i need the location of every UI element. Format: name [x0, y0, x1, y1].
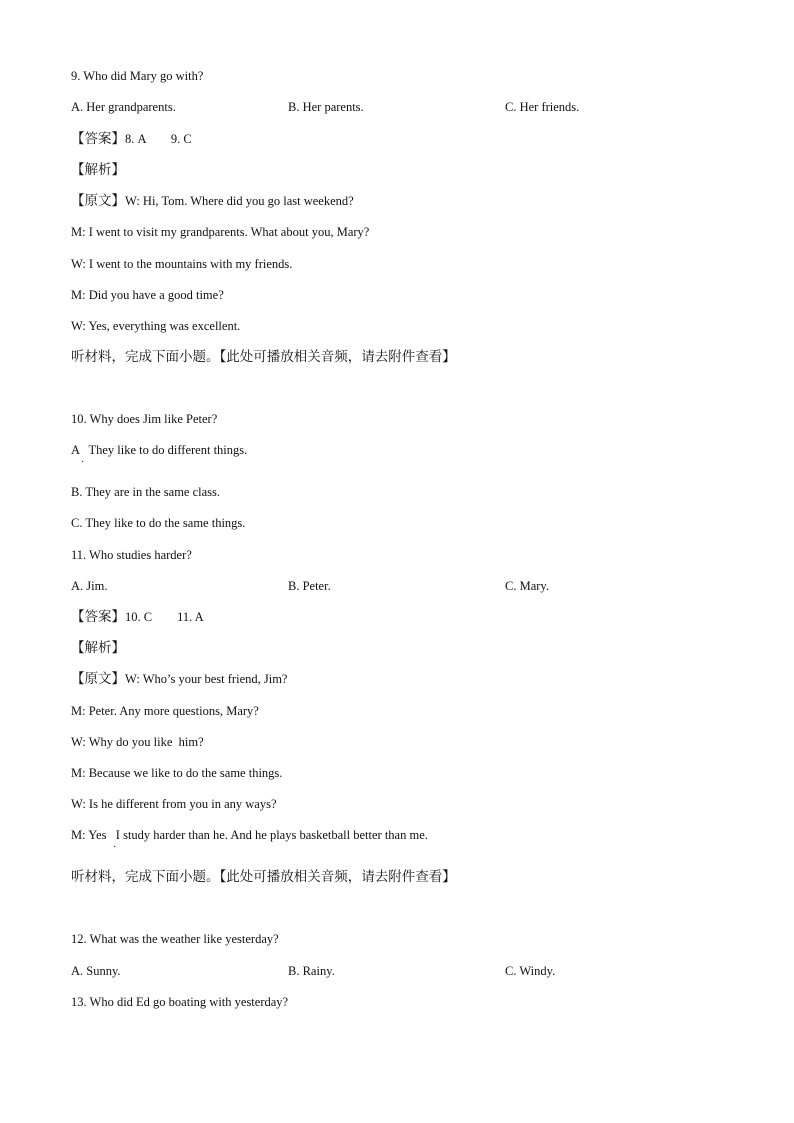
question-12: 12. What was the weather like yesterday? [71, 932, 279, 946]
instruction-line-1 [71, 349, 456, 365]
q12-option-a: A. Sunny. [71, 964, 121, 978]
q10-option-c: C. They like to do the same things. [71, 516, 246, 530]
question-11: 11. Who studies harder? [71, 548, 192, 562]
audio-note: 【此处可播放相关音频，请去附件查看】 [219, 869, 456, 885]
question-10: 10. Why does Jim like Peter? [71, 412, 218, 426]
analysis-label-1 [71, 162, 125, 178]
q9-option-a: A. Her grandparents. [71, 100, 176, 114]
transcript-line-2-4: W: Is he different from you in any ways? [71, 797, 277, 811]
transcript-text: W: Who’s your best friend, Jim? [125, 672, 288, 686]
instruction-text: 听材料，完成下面小题。 [71, 869, 220, 885]
transcript-line-1-4: W: Yes, everything was excellent. [71, 319, 241, 333]
answer-label: 【答案】 [71, 609, 125, 625]
q12-option-c: C. Windy. [505, 964, 556, 978]
analysis-label: 【解析】 [71, 640, 125, 656]
answer-line-2 [71, 609, 204, 625]
q11-option-a: A. Jim. [71, 579, 108, 593]
answer-line-1 [71, 131, 192, 147]
q11-option-b: B. Peter. [288, 579, 331, 593]
transcript-text: W: Hi, Tom. Where did you go last weekend? [125, 194, 354, 208]
instruction-text: 听材料，完成下面小题。 [71, 349, 220, 365]
analysis-label-2 [71, 640, 125, 656]
transcript-line-1-1: M: I went to visit my grandparents. What about you, Mary? [71, 225, 370, 239]
answer-text: 8. A 9. C [125, 132, 192, 146]
transcript-line-2-1: M: Peter. Any more questions, Mary? [71, 704, 259, 718]
q11-option-c: C. Mary. [505, 579, 549, 593]
q9-option-c: C. Her friends. [505, 100, 580, 114]
transcript-line-1-0 [71, 193, 354, 209]
stray-dot: · [113, 842, 117, 853]
transcript-line-2-0 [71, 671, 287, 687]
transcript-line-2-5: M: Yes I study harder than he. And he plays basketball better than me. [71, 828, 428, 842]
instruction-line-2 [71, 869, 456, 885]
audio-note: 【此处可播放相关音频，请去附件查看】 [219, 349, 456, 365]
analysis-label: 【解析】 [71, 162, 125, 178]
question-13: 13. Who did Ed go boating with yesterday? [71, 995, 289, 1009]
q10-option-a: A They like to do different things. [71, 443, 248, 457]
question-9: 9. Who did Mary go with? [71, 69, 204, 83]
q12-option-b: B. Rainy. [288, 964, 335, 978]
answer-label: 【答案】 [71, 131, 125, 147]
answer-text: 10. C 11. A [125, 610, 204, 624]
transcript-line-1-3: M: Did you have a good time? [71, 288, 224, 302]
transcript-label: 【原文】 [71, 193, 125, 209]
q9-option-b: B. Her parents. [288, 100, 364, 114]
stray-dot: · [81, 457, 85, 468]
q10-option-b: B. They are in the same class. [71, 485, 221, 499]
transcript-line-2-2: W: Why do you like him? [71, 735, 204, 749]
transcript-label: 【原文】 [71, 671, 125, 687]
transcript-line-1-2: W: I went to the mountains with my friends. [71, 257, 293, 271]
transcript-line-2-3: M: Because we like to do the same things. [71, 766, 283, 780]
